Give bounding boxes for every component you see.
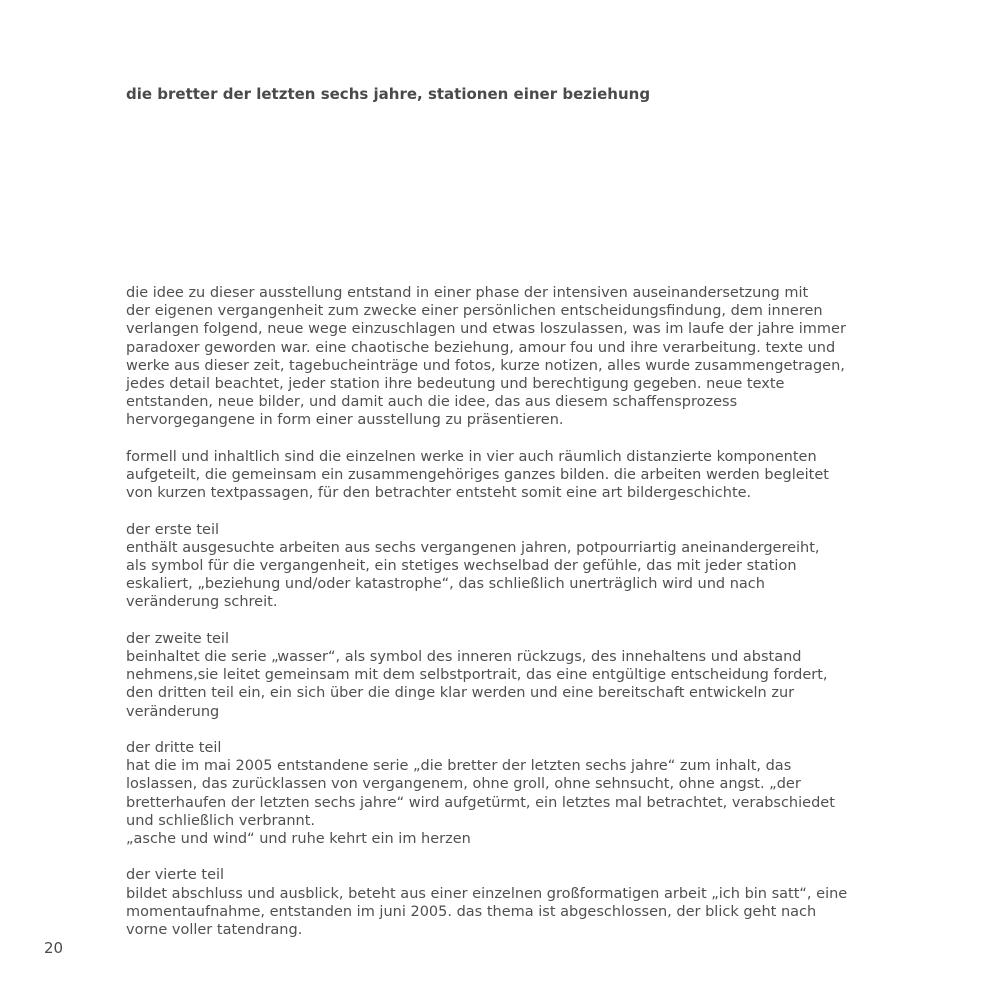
text-line: hat die im mai 2005 entstandene serie „die bretter der letzten sechs jahre“ zum inhalt, das [126,758,792,775]
paragraph-part-four [126,866,926,939]
text-line: bildet abschluss und ausblick, beteht aus einer einzelnen großformatigen arbeit „ich bin satt“, eine [126,885,848,902]
text-line: beinhaltet die serie „wasser“, als symbol des inneren rückzugs, des innehaltens und abstand [126,649,802,666]
text-line: formell und inhaltlich sind die einzelnen werke in vier auch räumlich distanzierte komponenten [126,448,817,465]
text-line: verlangen folgend, neue wege einzuschlagen und etwas loszulassen, was im laufe der jahre immer [126,321,846,338]
text-line: von kurzen textpassagen, für den betrachter entsteht somit eine art bildergeschichte. [126,485,752,502]
paragraph-part-one [126,521,926,612]
text-line: aufgeteilt, die gemeinsam ein zusammengehöriges ganzes bilden. die arbeiten werden begleitet [126,467,829,484]
text-line: bretterhaufen der letzten sechs jahre“ wird aufgetürmt, ein letztes mal betrachtet, verabschiedet [126,794,835,811]
text-line: „asche und wind“ und ruhe kehrt ein im herzen [126,831,471,848]
text-line: die idee zu dieser ausstellung entstand in einer phase der intensiven auseinandersetzung mit [126,285,809,301]
text-line: veränderung [126,703,220,720]
text-line: werke aus dieser zeit, tagebucheinträge und fotos, kurze notizen, alles wurde zusammengetragen, [126,357,845,374]
page-title: die bretter der letzten sechs jahre, stationen einer beziehung [126,85,651,103]
paragraph-intro [126,284,926,430]
text-line: und schließlich verbrannt. [126,812,316,829]
page-number: 20 [44,939,64,957]
text-line: der eigenen vergangenheit zum zwecke einer persönlichen entscheidungsfindung, dem inneren [126,303,823,320]
text-line: vorne voller tatendrang. [126,922,303,939]
paragraph-part-three [126,739,926,848]
section-heading: der zweite teil [126,630,229,647]
text-line: loslassen, das zurücklassen von vergangenem, ohne groll, ohne sehnsucht, ohne angst. „der [126,776,801,793]
text-line: momentaufnahme, entstanden im juni 2005. das thema ist abgeschlossen, der blick geht nach [126,903,817,920]
text-line: jedes detail beachtet, jeder station ihre bedeutung und berechtigung gegeben. neue texte [126,376,785,393]
section-heading: der vierte teil [126,867,225,884]
body-text [126,284,926,957]
section-heading: der erste teil [126,521,220,538]
text-line: nehmens,sie leitet gemeinsam mit dem selbstportrait, das eine entgültige entscheidung fordert, [126,667,828,684]
text-line: enthält ausgesuchte arbeiten aus sechs vergangenen jahren, potpourriartig aneinandergereiht, [126,539,820,556]
section-heading: der dritte teil [126,740,222,757]
text-line: eskaliert, „beziehung und/oder katastrophe“, das schließlich unerträglich wird und nach [126,576,765,593]
text-line: veränderung schreit. [126,594,278,611]
paragraph-part-two [126,630,926,721]
text-line: als symbol für die vergangenheit, ein stetiges wechselbad der gefühle, das mit jeder station [126,558,797,575]
paragraph-structure [126,448,926,503]
text-line: entstanden, neue bilder, und damit auch die idee, das aus diesem schaffensprozess [126,394,738,411]
text-line: hervorgegangene in form einer ausstellung zu präsentieren. [126,412,564,429]
text-line: den dritten teil ein, ein sich über die dinge klar werden und eine bereitschaft entwickeln zur [126,685,795,702]
text-line: paradoxer geworden war. eine chaotische beziehung, amour fou und ihre verarbeitung. texte und [126,339,836,356]
